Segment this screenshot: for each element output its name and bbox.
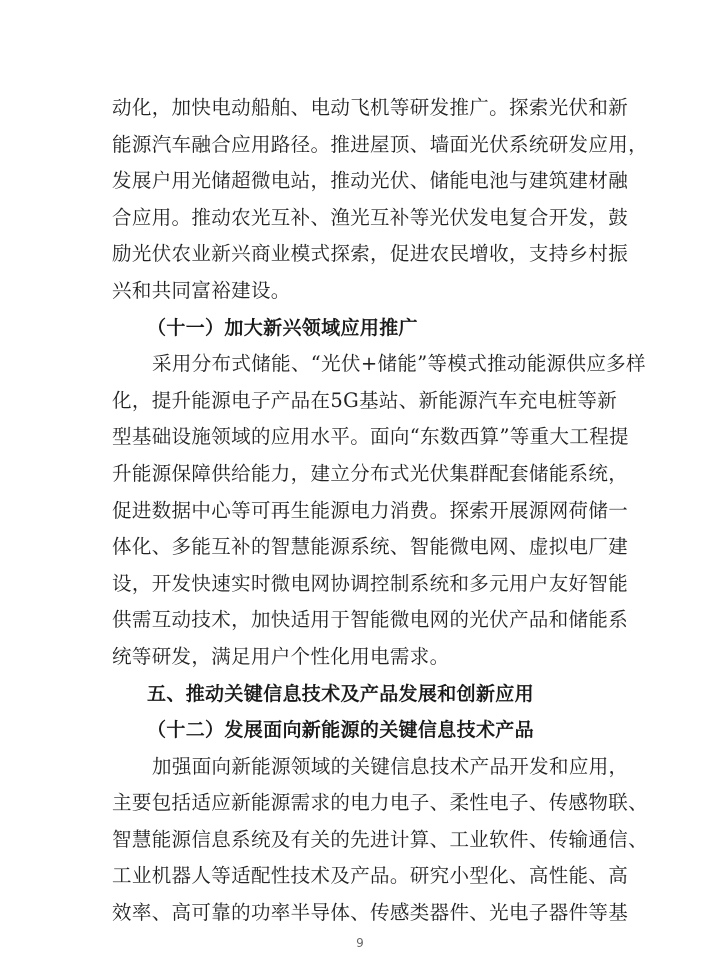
document-body (112, 90, 648, 932)
body-text-line: 型基础设施领域的应用水平。面向“东数西算”等重大工程提 (112, 425, 629, 449)
body-text-line: 采用分布式储能、“光伏+储能”等模式推动能源供应多样 (152, 352, 646, 376)
body-text-line: 合应用。推动农光互补、渔光互补等光伏发电复合开发，鼓 (112, 205, 629, 229)
section-heading-12: （十二）发展面向新能源的关键信息技术产品 (147, 719, 535, 742)
body-text-line: 智慧能源信息系统及有关的先进计算、工业软件、传输通信、 (112, 827, 648, 851)
body-text-line: 动化，加快电动船舶、电动飞机等研发推广。探索光伏和新 (112, 96, 629, 119)
body-text-line: 升能源保障供给能力，建立分布式光伏集群配套储能系统， (112, 461, 629, 485)
body-text-line: 供需互动技术，加快适用于智能微电网的光伏产品和储能系 (112, 608, 629, 632)
body-text-line: 励光伏农业新兴商业模式探索，促进农民增收，支持乡村振 (112, 242, 629, 266)
chapter-heading-5: 五、推动关键信息技术及产品发展和创新应用 (147, 682, 535, 705)
body-text-line: 化，提升能源电子产品在5G基站、新能源汽车充电桩等新 (112, 388, 618, 412)
body-text-line: 统等研发，满足用户个性化用电需求。 (112, 644, 450, 668)
body-text-line: 促进数据中心等可再生能源电力消费。探索开展源网荷储一 (112, 498, 629, 522)
body-text-line: 体化、多能互补的智慧能源系统、智能微电网、虚拟电厂建 (112, 535, 629, 559)
body-text-line: 主要包括适应新能源需求的电力电子、柔性电子、传感物联、 (112, 791, 648, 815)
body-text-line: 兴和共同富裕建设。 (112, 278, 291, 302)
body-text-line: 设，开发快速实时微电网协调控制系统和多元用户友好智能 (112, 571, 629, 595)
body-text-line: 工业机器人等适配性技术及产品。研究小型化、高性能、高 (112, 864, 629, 888)
page-number: 9 (356, 936, 364, 950)
body-text-line: 发展户用光储超微电站，推动光伏、储能电池与建筑建材融 (112, 169, 629, 193)
body-text-line: 能源汽车融合应用路径。推进屋顶、墙面光伏系统研发应用， (112, 132, 648, 156)
body-text-line: 加强面向新能源领域的关键信息技术产品开发和应用， (152, 754, 629, 778)
section-heading-11: （十一）加大新兴领域应用推广 (147, 316, 418, 339)
body-text-line: 效率、高可靠的功率半导体、传感类器件、光电子器件等基 (112, 901, 629, 925)
